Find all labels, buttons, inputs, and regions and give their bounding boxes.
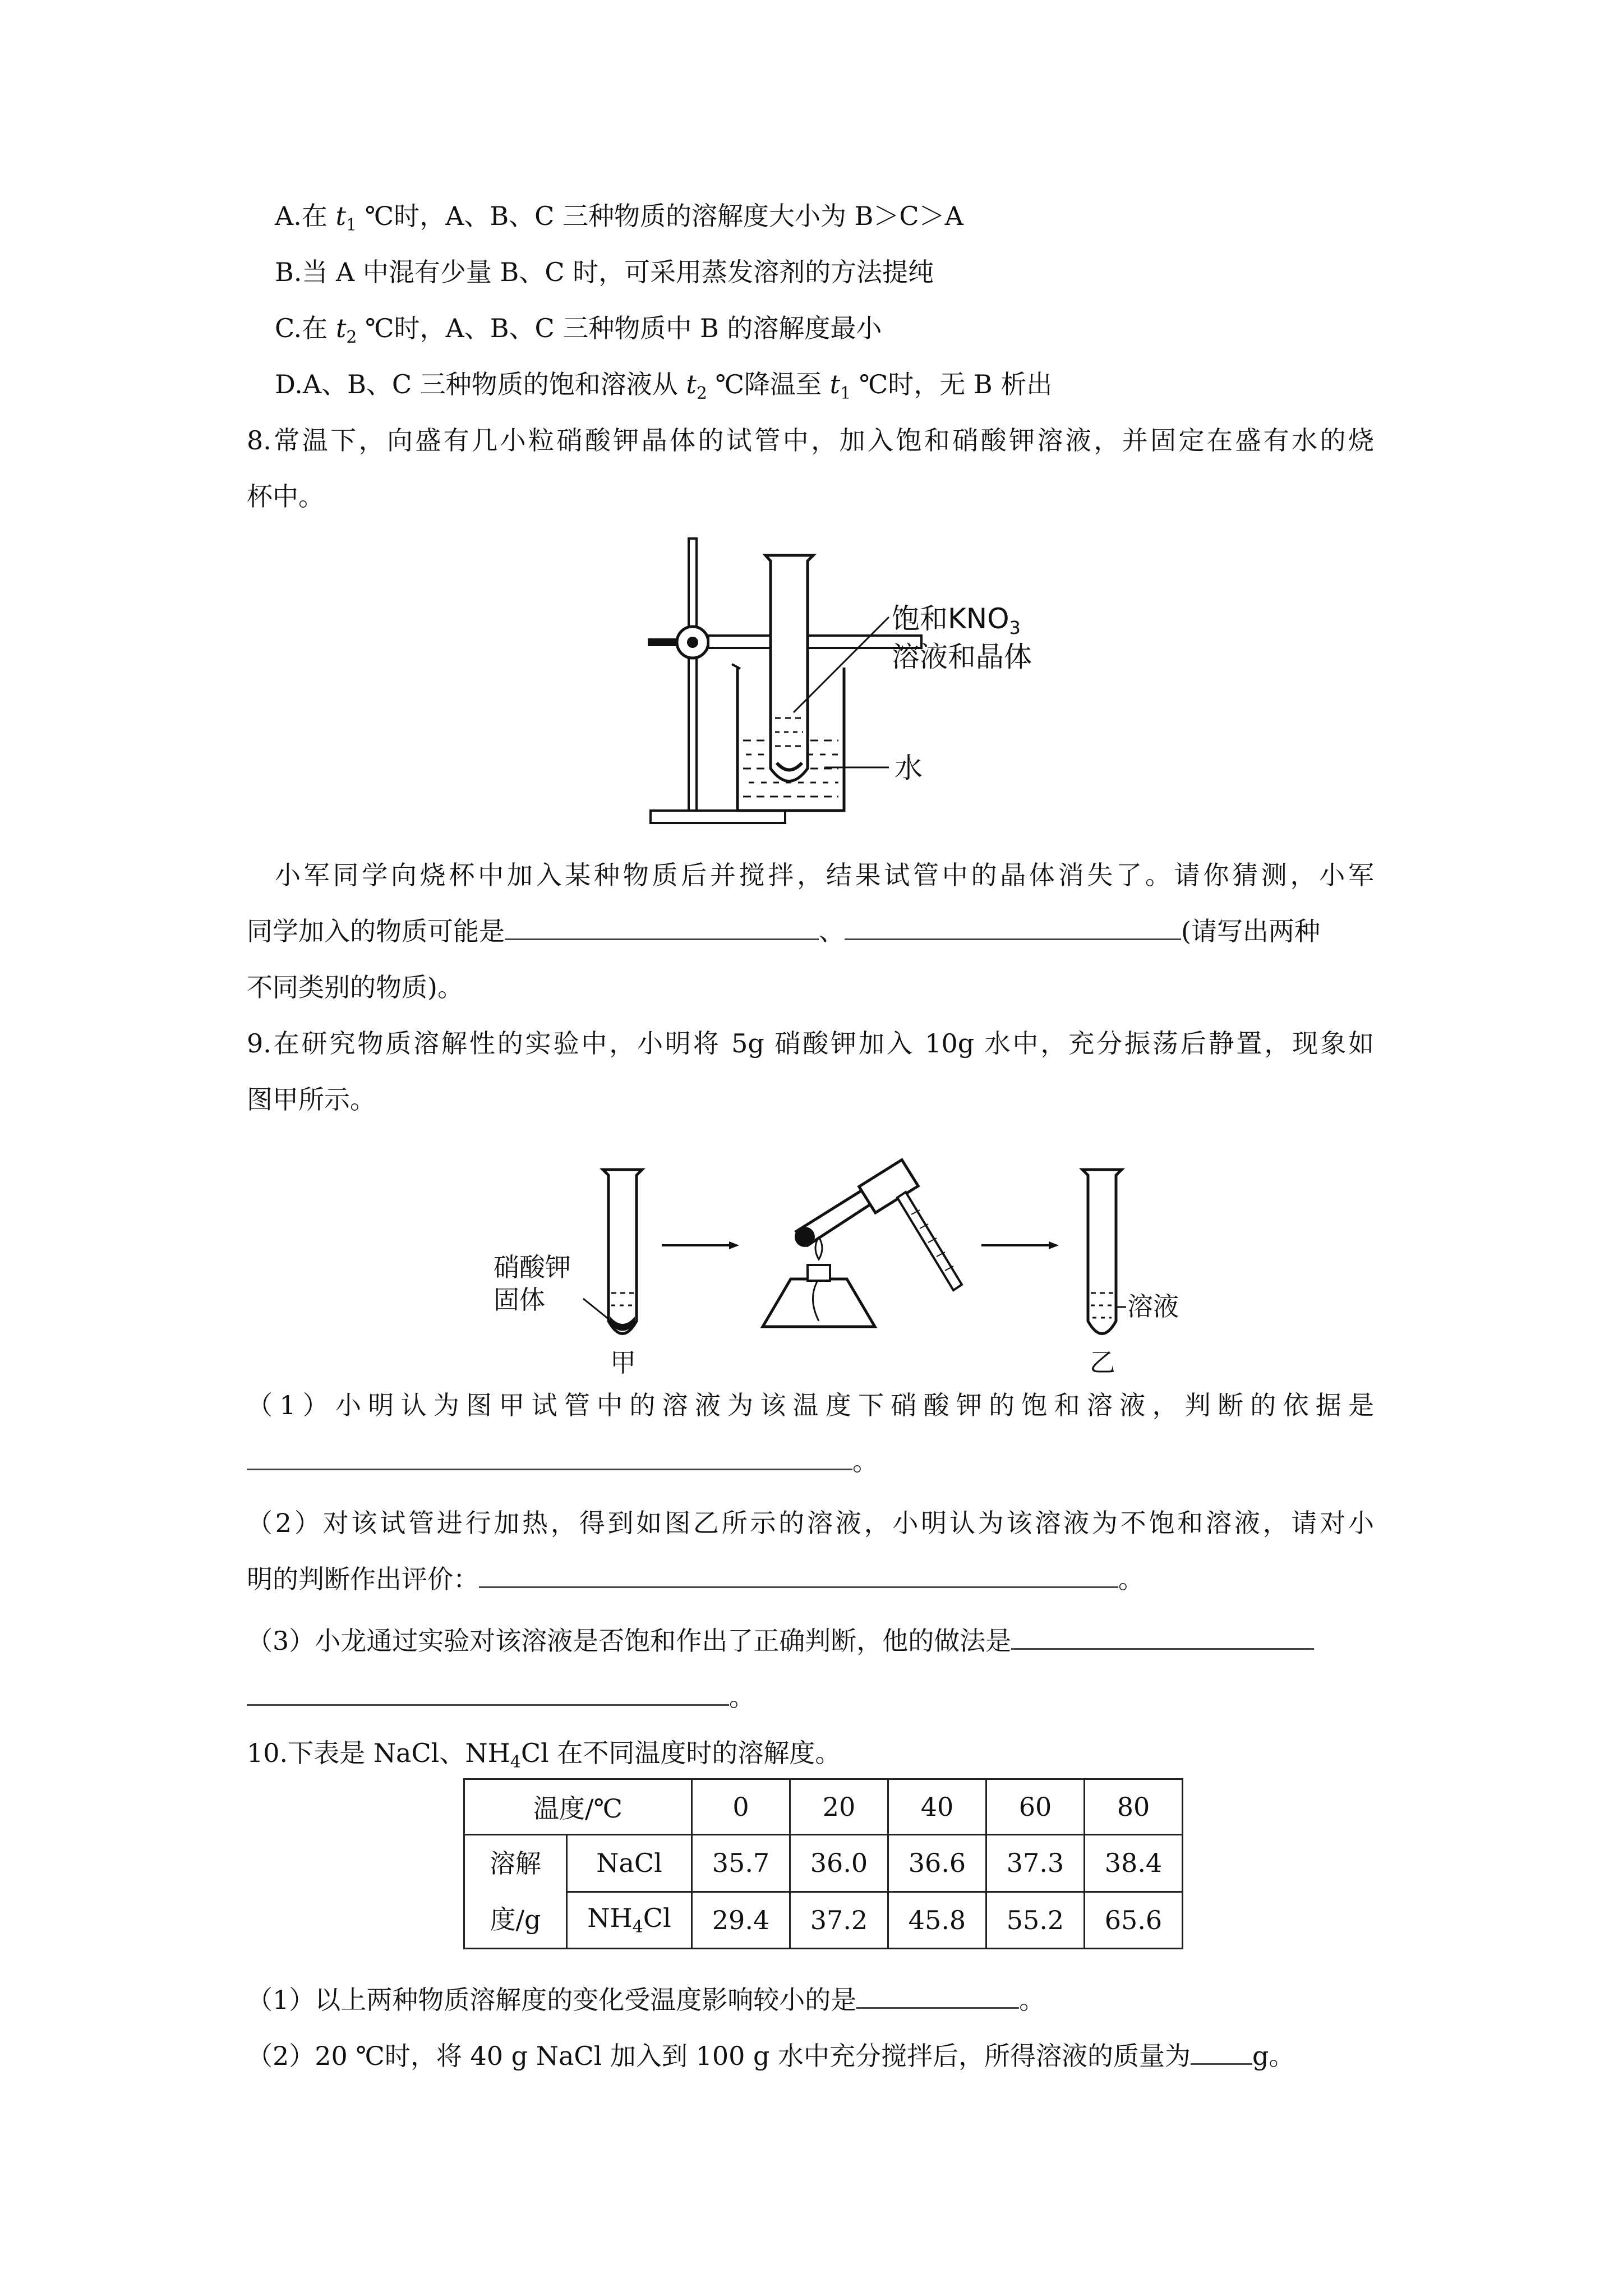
option-d: D.A、B、C 三种物质的饱和溶液从 $t_2$ ℃降温至 $t_1$ ℃时，无 B 析出 [275, 369, 1053, 404]
q10-intro: 10.下表是 NaCl、$NH_4Cl$ 在不同温度时的溶解度。 [247, 1738, 841, 1773]
q9-sub-2b: 明的判断作出评价： 。 [247, 1564, 1144, 1594]
q8-para-3: 不同类别的物质)。 [247, 972, 463, 1002]
temp-cell: 0 [692, 1779, 790, 1835]
answer-blank-5[interactable] [1011, 1626, 1314, 1650]
option-b: B.当 A 中混有少量 B、C 时，可采用蒸发溶剂的方法提纯 [275, 257, 934, 287]
q9-sub-2a: （2）对该试管进行加热，得到如图乙所示的溶液，小明认为该溶液为不饱和溶液，请对小 [247, 1508, 1374, 1538]
stand-base [651, 811, 785, 823]
answer-blank-1[interactable] [505, 916, 819, 940]
nh4cl-cell: 37.2 [790, 1892, 888, 1949]
test-tube [766, 555, 813, 781]
q10-sub-1: （1）以上两种物质溶解度的变化受温度影响较小的是 。 [247, 1985, 1045, 2015]
label-kno3: 硝酸钾 [494, 1252, 571, 1282]
q8-para-2: 同学加入的物质可能是 、 (请写出两种 [247, 916, 1320, 946]
nacl-cell: 35.7 [692, 1835, 790, 1892]
q9-line-2: 图甲所示。 [247, 1084, 376, 1115]
nacl-cell: 38.4 [1085, 1835, 1183, 1892]
q9-sub-1-answer: 。 [247, 1444, 878, 1478]
temp-cell: 60 [986, 1779, 1085, 1835]
q9-sub-3-answer: 。 [247, 1680, 755, 1714]
q9-line-1: 9.在研究物质溶解性的实验中，小明将 5g 硝酸钾加入 10g 水中，充分振荡后静置，现象如 [247, 1028, 1374, 1059]
header-temp: 温度/℃ [464, 1779, 692, 1835]
q8-line-2: 杯中。 [247, 481, 324, 512]
answer-blank-4[interactable] [479, 1564, 1118, 1588]
answer-blank-7[interactable] [856, 1985, 1019, 2009]
option-a: A.在 $t_1$ ℃时，A、B、C 三种物质的溶解度大小为 B＞C＞A [275, 201, 963, 236]
q8-line-1: 8.常温下，向盛有几小粒硝酸钾晶体的试管中，加入饱和硝酸钾溶液，并固定在盛有水的烧 [247, 425, 1374, 455]
tube-jia [603, 1170, 642, 1334]
label-solid: 固体 [494, 1285, 545, 1315]
nh4cl-cell: 55.2 [986, 1892, 1085, 1949]
label-yi: 乙 [1090, 1347, 1115, 1377]
temp-cell: 80 [1085, 1779, 1183, 1835]
arrow-1 [729, 1241, 739, 1249]
table-row [464, 1779, 1183, 1835]
answer-blank-3[interactable] [247, 1446, 852, 1470]
arrow-2 [1049, 1241, 1059, 1249]
holder-handle [897, 1192, 962, 1290]
temp-cell: 20 [790, 1779, 888, 1835]
label-solution: 溶液 [1127, 1291, 1179, 1322]
row-label-solubility: 溶解 度/g [464, 1835, 567, 1949]
figure-beaker-test-tube [639, 527, 1099, 841]
q8-para-1: 小军同学向烧杯中加入某种物质后并搅拌，结果试管中的晶体消失了。请你猜测，小军 [275, 860, 1374, 890]
tube-yi [1082, 1170, 1122, 1334]
solubility-table [463, 1778, 1183, 1949]
answer-blank-8[interactable] [1191, 2041, 1252, 2065]
nh4cl-cell: 45.8 [888, 1892, 986, 1949]
label-nh4cl: $NH_4Cl$ [567, 1892, 692, 1949]
temp-cell: 40 [888, 1779, 986, 1835]
table-row [464, 1892, 1183, 1949]
nacl-cell: 36.6 [888, 1835, 986, 1892]
figure-heating-test-tubes [494, 1153, 1189, 1377]
label-saturated-kno3: 饱和$KNO_3$ [892, 602, 1021, 638]
label-water: 水 [895, 752, 923, 784]
option-c: C.在 $t_2$ ℃时，A、B、C 三种物质中 B 的溶解度最小 [275, 313, 882, 348]
label-solution-crystal: 溶液和晶体 [892, 641, 1032, 673]
q9-sub-1: （1）小明认为图甲试管中的溶液为该温度下硝酸钾的饱和溶液，判断的依据是 [247, 1390, 1374, 1420]
clamp-arm [708, 636, 921, 648]
nacl-cell: 37.3 [986, 1835, 1085, 1892]
table-row [464, 1835, 1183, 1892]
nh4cl-cell: 29.4 [692, 1892, 790, 1949]
nh4cl-cell: 65.6 [1085, 1892, 1183, 1949]
label-nacl: NaCl [567, 1835, 692, 1892]
answer-blank-2[interactable] [845, 916, 1181, 940]
stand-rod [689, 539, 697, 811]
answer-blank-6[interactable] [247, 1682, 729, 1706]
label-jia: 甲 [610, 1347, 636, 1377]
nacl-cell: 36.0 [790, 1835, 888, 1892]
q9-sub-3: （3）小龙通过实验对该溶液是否饱和作出了正确判断，他的做法是 [247, 1624, 1314, 1658]
q10-sub-2: （2）20 ℃时，将 40 g NaCl 加入到 100 g 水中充分搅拌后，所得溶液的质量为 g。 [247, 2041, 1295, 2071]
